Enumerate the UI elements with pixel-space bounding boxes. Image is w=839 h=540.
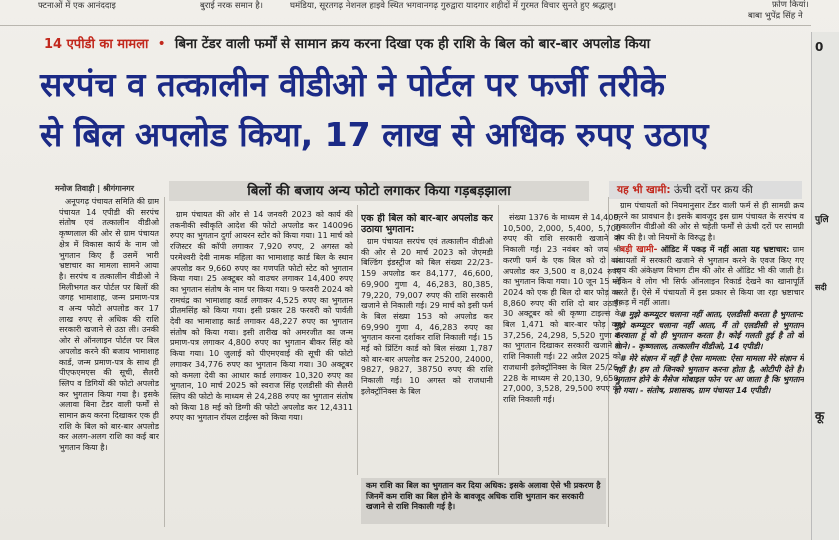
column-2-text: ग्राम पंचायत की ओर से 14 जनवरी 2023 को कार्य की तकनीकी स्वीकृति आदेश की फोटो अपलोड कर 140096 रुपए का भुगतान दुर्गा आयरन स्टोर को किया गया। 11 मार्च को रजिस्टर की कॉपी लगाकर 7,920 रुपए, 2 अगस्त को परमेश्वरी देवी नामक महिला का भामाशाह कार्ड बिल के स्थान अपलोड कर 9,660 रुपए का गणपति फोटो स्टेट को भुगतान किया गया। 25 अक्टूबर को वाउचर लगाकर 14,400 रुपए का भुगतान संतोष के नाम पर किया गया। 9 फरवरी 2024 को रामचंद्र का भामाशाह कार्ड लगाकर 4,525 रुपए का भुगतान प्रीतमसिंह को किया गया। इसी प्रकार 28 फरवरी को पार्वती देवी का भामाशाह कार्ड लगाकर 48,227 रुपए का भुगतान संतोष को किया गया। इसी तारीख को अमरजीत का जन्म प्रमाण-पत्र लगाकर 4,800 रुपए का भुगतान बीकर सिंह को किया गया। 10 जुलाई को पीएमएवाई की सूची की फोटो लगाकर 34,776 रुपए का भुगतान किया गया। 30 अक्टूबर को कमला देवी का आधार कार्ड लगाकर 10,320 रुपए का भुगतान, 10 मार्च 2025 को स्वराज सिंह एलडीसी की सैलरी स्लिप की फोटो के माध्यम से 24,288 रुपए का भुगतान संतोष को किया 18 मई को डिग्गी की फोटो अपलोड कर 12,4311 रुपए का भुगतान रॉयल टाईल्स को किया गया।: [170, 210, 353, 423]
article-column-4: [503, 213, 621, 475]
column-4-text: संख्या 1376 के माध्यम से 14,400, 10,500, 2,000, 5,400, 5,700 रुपए की राशि सरकारी खजाने से निकाली गई। 23 नवंबर को जय श्री करणी फर्म के एक बिल को दो बार अपलोड कर 3,500 व 8,024 रुपए का भुगतान किया गया। 10 जून 15 मई 2024 को एक ही बिल दो बार फोड़ कर 8,860 रुपए की राशि दो बार उठाई। 30 अक्टूबर को श्री कृष्णा टाइल्स के बिल 1,471 को बार-बार फोड़ कर 37,256, 24,298, 5,520 गुणा 6 का भुगतान दिखाकर सरकारी खजाने से राशि निकाली गई। 22 अप्रैल 2025 को राजधानी इलेक्ट्रॉनिक्स के बिल 25/26-228 के माध्यम से 20,130, 9,650, 27,000, 3,528, 29,500 रुपए की राशि निकाली गई।: [503, 213, 621, 404]
sidebar-text-b: ग्राम पंचायतों में सरकारी खजाने से भुगतान करने के एवज किए गए व्यय की अंकेक्षण विभाग टीम की ओर से ऑडिट भी की जाती है। लेकिन वे लोग भी सिर्फ ऑनलाइन रिकार्ड देखने का खानापूर्ति करते हैं। ऐसे में पंचायतों में इस प्रकार से किया जा रहा भ्रष्टाचार पकड़ में नहीं आता।: [614, 244, 804, 308]
top-strip-left-a: फ्टनाओं में एक आनंददाइ: [38, 1, 116, 11]
sidebar-section-tag: बड़ी खामी-: [620, 244, 658, 255]
top-strip-right-a: फ़ोण कियां।: [772, 0, 809, 10]
column-divider: [357, 205, 358, 475]
column-3-heading: एक ही बिल को बार-बार अपलोड कर उठाया भुगतान:: [361, 213, 493, 235]
kicker: [44, 33, 824, 55]
sidebar-heading: [609, 181, 802, 199]
top-strip-right-b: बाबा भुपेंद्र सिंह ने: [748, 11, 803, 21]
sidebar-text-a: ग्राम पंचायतों को नियमानुसार टेंडर वाली फर्म से ही सामग्री क्रय करने का प्रावधान है। इसके बावजूद इस ग्राम पंचायत के सरपंच व तत्कालीन वीडीओ की ओर से चहेती फर्मों से ऊंची दरों पर सामग्री क्रय की है। जो नियमों के विरुद्ध है।: [614, 201, 804, 243]
bullet-icon: •: [157, 36, 166, 52]
top-strip: [0, 0, 839, 24]
column-1-text: अनूपगढ़ पंचायत समिति की ग्राम पंचायत 14 एपीडी की सरपंच संतोष एवं तत्कालीन वीडीओ कृष्णलाल की ओर से ग्राम पंचायत क्षेत्र में विकास कार्य के नाम जो भुगतान किए हैं उसमें भारी भ्रष्टाचार का मामला सामने आया है। सरपंच व तत्कालीन वीडीओ ने मिलीभगत कर पोर्टल पर बिलों की जगह भामाशाह, जन्म प्रमाण-पत्र व अन्य फोटो अपलोड कर 17 लाख रुपए से अधिक की राशि सरकारी खजाने से उठा ली। उनकी ओर से ऑनलाइन पोर्टल पर बिल अपलोड करने की बजाय भामाशाह कार्ड, जन्म प्रमाण-पत्र के साथ ही पीएफएमएस की सूची, सैलरी स्लिप व डिगियों की फोटो अपलोड कर भुगतान किया गया है। इसके अलावा बिना टेंडर वाली फर्मों से सामान क्रय करना दिखाकर एक ही राशि के बिल को बार-बार अपलोड कर अलग-अलग राशि का कई बार भुगतान किया है।: [59, 197, 159, 453]
article-column-2: [170, 210, 353, 524]
boxed-note: कम राशि का बिल का भुगतान कर दिया अधिक: इसके अलावा ऐसे भी प्रकरण है जिनमें कम राशि का बिल होने के बावजूद अधिक राशि भुगतान कर सरकारी खजाने से राशि निकाली गई है।: [361, 478, 606, 524]
sidebar-title: ऊंची दरों पर क्रय की: [673, 184, 753, 196]
byline: मनोज तिवाड़ी | श्रीगंगानगर: [55, 184, 135, 193]
sidebar-section-title: ऑडिट में पकड़ में नहीं आता यह भ्रष्टाचार:: [660, 244, 790, 254]
top-rule: [0, 25, 811, 26]
headline: [40, 60, 810, 160]
kicker-text: बिना टेंडर वाली फर्मों से सामान क्रय करना दिखा एक ही राशि के बिल को बार-बार अपलोड किया: [174, 36, 651, 52]
top-strip-left-b: बुराई नरक समान है।: [200, 1, 264, 11]
subhead-banner: बिलों की बजाय अन्य फोटो लगाकर किया गड़बड़झाला: [169, 181, 589, 201]
sidebar-column: [614, 201, 804, 531]
article-column-1: [59, 197, 159, 527]
adjacent-article-clip: 0 पुलि सदी कू: [811, 32, 839, 540]
top-strip-center: घमंडिया, सूरतगढ़ नेशनल हाइवे स्थित भगवानगढ़ गुरुद्वारा यादगार शहीदों में गुरमत विचार सुनते हुए श्रद्धालु।: [290, 1, 617, 11]
sidebar-quote-2: # मेरे संज्ञान में नहीं है ऐसा मामला: ऐसा मामला मेरे संज्ञान में नहीं है। हम तो जिनको भुगतान करना होता है, ओटीपी देते है। भुगतान होने के मैसेज मोबाइल फोन पर आ जाता है कि भुगतान हो गया। - संतोष, प्रशासक, ग्राम पंचायत 14 एपीडी।: [614, 353, 804, 395]
column-divider: [498, 205, 499, 475]
sidebar-tag: यह भी खामी:: [617, 184, 671, 196]
headline-line-1: सरपंच व तत्कालीन वीडीओ ने पोर्टल पर फर्जी तरीके: [40, 65, 665, 104]
column-3-text: ग्राम पंचायत सरपंच एवं तत्कालीन वीडीओ की ओर से 20 मार्च 2023 को जेएमडी बिल्डिंग इंडस्ट्रीज को बिल संख्या 22/23-159 अपलोड कर 84,177, 46,600, 69,900 गुणा 4, 46,283, 80,385, 79,220, 79,007 रुपए की राशि सरकारी खजाने से निकाली गई। 29 मार्च को इसी फर्म के बिल संख्या 153 को अपलोड कर 69,990 गुणा 4, 46,283 रुपए का भुगतान करना दर्शाकर राशि निकाली गई। 15 मई को प्रिंटिंग कार्ड को बिल संख्या 1,787 को बार-बार अपलोड कर 25200, 24000, 9827, 9827, 38750 रुपए की राशि निकाली गई। 10 अगस्त को राजधानी इलेक्ट्रॉनिक्स के बिल: [361, 237, 493, 396]
case-tag: 14 एपीडी का मामला: [44, 37, 149, 52]
headline-line-2: से बिल अपलोड किया, 17 लाख से अधिक रुपए उठाए: [40, 115, 709, 154]
column-divider: [164, 197, 165, 527]
sidebar-quote-1: # मुझे कम्प्यूटर चलाना नहीं आता, एलडीसी करता है भुगतान: मुझे कम्प्यूटर चलाना नहीं आता, मैं तो एलडीसी से भुगतान करवाता हूं वो ही भुगतान करता है। कोई गलती हुई है तो वो जाने। - कृष्णलाल, तत्कालीन वीडीओ, 14 एपीडी।: [614, 310, 804, 352]
article-column-3: [361, 213, 493, 473]
